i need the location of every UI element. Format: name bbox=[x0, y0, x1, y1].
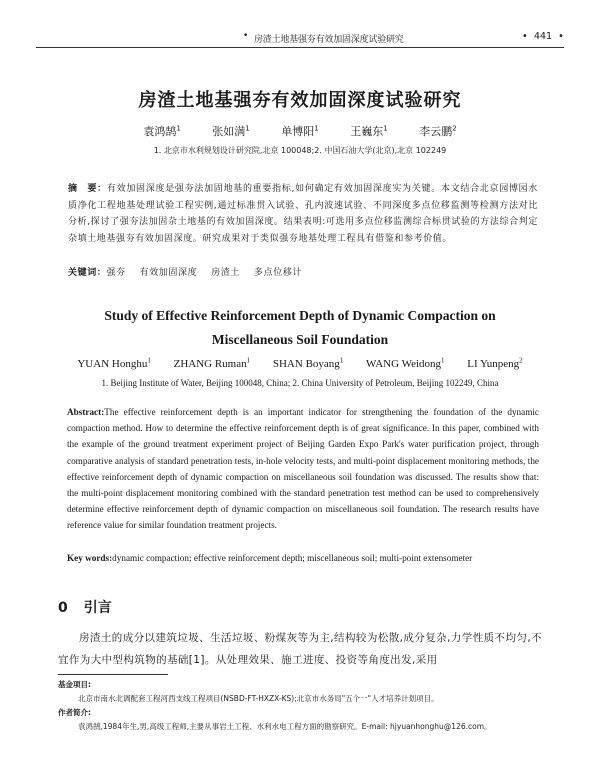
author-name: 袁鸿鹄 bbox=[143, 125, 177, 138]
author-mark: 1 bbox=[245, 124, 250, 133]
author-bio-text: 袁鸿鹄,1984年生,男,高级工程师,主要从事岩土工程、水利水电工程方面的勘察研究。E-mail: hjyuanhonghu@126.com。 bbox=[78, 722, 492, 731]
author bbox=[350, 125, 387, 138]
english-abstract bbox=[67, 404, 539, 534]
keyword: 强夯 bbox=[106, 268, 126, 278]
abstract-text: The effective reinforcement depth is an important indicator for strengthening the foundation of the dynamic compaction method. How to determine the effective reinforcement depth is of great significance. In this paper, combined with the example of the ground treatment experiment project of Beijing Garden Expo Park's water purification project, through comparative analysis of standard penetration tests, in-hole velocity tests, and multi-point displacement monitoring methods, the effective reinforcement depth of dynamic compaction on miscellaneous soil foundation was discussed. The results show that: the multi-point displacement monitoring combined with the standard penetration test method can be used to comprehensively determine effective reinforcement depth of dynamic compaction on miscellaneous soil foundation. The research results have reference value for similar foundation treatment projects. bbox=[67, 407, 539, 531]
english-title-line: Miscellaneous Soil Foundation bbox=[211, 332, 389, 347]
running-header-title: 房渣土地基强夯有效加固深度试验研究 bbox=[254, 35, 404, 45]
english-authors bbox=[0, 356, 600, 370]
author-mark: 1 bbox=[339, 356, 344, 364]
author bbox=[366, 358, 445, 370]
keyword: 房渣土 bbox=[211, 268, 241, 278]
keywords-label: Key words: bbox=[67, 553, 113, 563]
author bbox=[174, 358, 251, 370]
footnote-rule bbox=[58, 674, 168, 675]
author-bio-label: 作者简介: bbox=[58, 708, 91, 717]
author-name: 王巍东 bbox=[350, 125, 384, 138]
author-mark: 1 bbox=[176, 124, 181, 133]
english-title bbox=[0, 304, 600, 352]
keyword: 多点位移计 bbox=[254, 268, 303, 278]
english-keywords bbox=[67, 553, 539, 563]
chinese-keywords bbox=[68, 265, 538, 278]
abstract-label: Abstract: bbox=[67, 407, 105, 417]
english-title-line: Study of Effective Reinforcement Depth of Dynamic Compaction on bbox=[104, 308, 496, 323]
author-name: ZHANG Ruman bbox=[173, 357, 247, 370]
chinese-affiliation: 1. 北京市水利规划设计研究院,北京 100048;2. 中国石油大学(北京),北京 102249 bbox=[153, 146, 447, 155]
author bbox=[467, 358, 522, 370]
abstract-text: 有效加固深度是强夯法加固地基的重要指标,如何确定有效加固深度实为关键。本文结合北京园博园水质净化工程地基处理试验工程实例,通过标准贯入试验、孔内波速试验、不同深度多点位移监测等检测方法对比分析,探讨了强夯法加固杂土地基的有效加固深度。结果表明:可选用多点位移监测综合标贯试验的方法综合判定杂填土地基强夯有效加固深度。研究成果对于类似强夯地基处理工程具有借鉴和参考价值。 bbox=[68, 184, 538, 244]
chinese-authors bbox=[0, 123, 600, 139]
author-mark: 1 bbox=[314, 124, 319, 133]
author-mark: 2 bbox=[519, 356, 523, 364]
author-name: SHAN Boyang bbox=[272, 357, 340, 370]
chinese-abstract bbox=[68, 181, 538, 247]
author bbox=[273, 358, 343, 370]
fund-label: 基金项目: bbox=[58, 680, 91, 689]
section-heading bbox=[58, 597, 112, 617]
fund-text: 北京市南水北调配套工程河西支线工程项目(NSBD-FT-HXZX-KS);北京市水务局"五个一"人才培养计划项目。 bbox=[78, 694, 439, 703]
section-title: 引言 bbox=[83, 600, 112, 616]
author-mark: 1 bbox=[246, 356, 251, 364]
author-name: LI Yunpeng bbox=[467, 357, 520, 370]
author bbox=[212, 125, 249, 138]
author bbox=[143, 125, 180, 138]
author-name: 李云鹏 bbox=[419, 125, 453, 138]
author-mark: 1 bbox=[147, 356, 151, 364]
header-rule bbox=[36, 47, 564, 48]
english-affiliation: 1. Beijing Institute of Water, Beijing 100048, China; 2. China University of Petroleum, Beijing 102249, China bbox=[101, 378, 499, 388]
author bbox=[77, 358, 150, 370]
author-mark: 2 bbox=[452, 124, 457, 133]
author-name: YUAN Honghu bbox=[77, 357, 148, 370]
keyword: 有效加固深度 bbox=[139, 268, 198, 278]
author bbox=[419, 125, 456, 138]
author-name: WANG Weidong bbox=[366, 357, 442, 370]
bullet-icon: • bbox=[243, 31, 249, 41]
running-header-page-number: • 441 • bbox=[521, 31, 564, 42]
author-mark: 1 bbox=[383, 124, 388, 133]
author-name: 单博阳 bbox=[281, 125, 315, 138]
footnotes bbox=[58, 678, 542, 734]
author bbox=[281, 125, 318, 138]
keywords-label: 关键词： bbox=[68, 268, 107, 278]
section-number: 0 bbox=[58, 600, 68, 616]
chinese-title: 房渣土地基强夯有效加固深度试验研究 bbox=[138, 90, 462, 111]
keywords-text: dynamic compaction; effective reinforcement depth; miscellaneous soil; multi-point extensometer bbox=[112, 553, 473, 563]
running-header bbox=[36, 30, 564, 50]
abstract-label: 摘 要： bbox=[68, 184, 107, 194]
author-name: 张如满 bbox=[212, 125, 246, 138]
intro-paragraph: 房渣土的成分以建筑垃圾、生活垃圾、粉煤灰等为主,结构较为松散,成分复杂,力学性质不均匀,不宜作为大中型构筑物的基础[1]。从处理效果、施工进度、投资等角度出发,采用 bbox=[58, 632, 542, 666]
author-mark: 1 bbox=[441, 356, 445, 364]
